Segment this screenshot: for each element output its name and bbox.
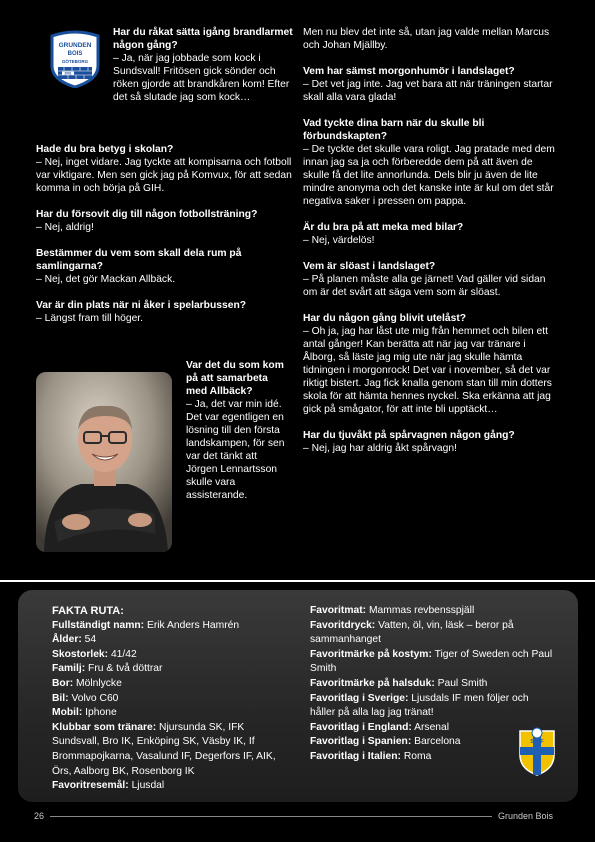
fact-item [310, 692, 556, 721]
logo-year: 2001 [64, 71, 72, 76]
fact-value: Tiger of Sweden och Paul Smith [310, 648, 553, 675]
fact-value: Barcelona [411, 736, 461, 748]
fact-item [310, 619, 556, 648]
answer: – Längst fram till höger. [36, 313, 144, 324]
answer: – Ja, det var min idé. Det var egentligen en lösning till den första landskampen, för sen var det tänkt att Jörgen Lennartsson skulle vara assisterande. [186, 399, 285, 501]
qa-item [303, 312, 559, 416]
fact-value: Erik Anders Hamrén [144, 619, 240, 631]
question: Har du försovit dig till någon fotbollsträning? [36, 209, 258, 220]
fact-value: Mammas revbensspjäll [366, 605, 475, 616]
fact-key: Fullständigt namn: [52, 619, 145, 631]
qa-item [303, 221, 559, 247]
fact-item [52, 648, 292, 663]
fact-key: Klubbar som tränare: [52, 721, 157, 733]
question: Hade du bra betyg i skolan? [36, 144, 174, 155]
qa-item [303, 260, 559, 299]
question: Är du bra på att meka med bilar? [303, 222, 464, 233]
fact-key: Favoritmat: [310, 605, 367, 616]
answer: – Det vet jag inte. Jag vet bara att när träningen startar skall alla vara glada! [303, 79, 553, 103]
fact-item [52, 692, 292, 707]
fact-item [52, 706, 292, 721]
qa-item [36, 143, 294, 195]
fact-item [52, 721, 292, 779]
fact-key: Ålder: [52, 634, 82, 646]
svff-badge-icon [517, 727, 557, 777]
qa-item [303, 65, 559, 104]
answer: – Nej, jag har aldrig åkt spårvagn! [303, 443, 457, 454]
fact-key: Favoritlag i Sverige: [310, 692, 409, 704]
fact-value: Njursunda SK, IFK Sundsvall, Bro IK, Enköping SK, Väsby IK, If Brommapojkarna, Vasalund IF, Degerfors IF, AIK, Örs, Aalborg BK, Rosenborg IK [52, 721, 276, 777]
fact-key: Mobil: [52, 707, 83, 719]
intro-qa [113, 26, 293, 104]
question: Vem är slöast i landslaget? [303, 261, 436, 272]
badge-text: SvFF [530, 739, 544, 745]
fact-key: Favoritresemål: [52, 780, 129, 792]
fact-value: 54 [81, 634, 97, 646]
magazine-name: Grunden Bois [498, 811, 554, 821]
fact-value: Iphone [82, 707, 117, 719]
fact-key: Favoritdryck: [310, 619, 376, 631]
fact-key: Favoritlag i Spanien: [310, 736, 412, 748]
question: Har du någon gång blivit utelåst? [303, 313, 467, 324]
fact-item [52, 619, 292, 634]
fact-item [310, 677, 556, 692]
fact-value: Volvo C60 [68, 692, 119, 704]
question: Bestämmer du vem som skall dela rum på samlingarna? [36, 248, 242, 272]
club-logo [48, 30, 102, 88]
fact-value: Ljusdal [128, 780, 165, 792]
qa-item [36, 299, 294, 325]
fact-item [310, 648, 556, 677]
footer-rule [50, 816, 492, 817]
fact-key: Skostorlek: [52, 648, 109, 660]
fact-key: Favoritmärke på kostym: [310, 648, 432, 660]
section-divider [0, 580, 595, 582]
question: Var det du som kom på att samarbeta med Allbäck? [186, 360, 284, 397]
answer: – På planen måste alla ge järnet! Vad gäller vid sidan om är det svårt att säga vem som är slöast. [303, 274, 546, 298]
photo-qa [186, 359, 291, 502]
fact-key: Favoritmärke på halsduk: [310, 677, 435, 689]
portrait-photo [36, 372, 172, 552]
fact-item [310, 604, 556, 619]
fact-value: Ljusdals IF men följer och håller på alla lag jag tränat! [310, 692, 529, 719]
fact-value: Paul Smith [434, 677, 488, 689]
page-number: 26 [34, 811, 45, 821]
fact-value: Arsenal [411, 721, 450, 733]
left-qa-column [36, 143, 294, 338]
fact-box-left [52, 604, 292, 794]
answer: – Nej, värdelös! [303, 235, 375, 246]
answer: – Nej, det gör Mackan Allbäck. [36, 274, 176, 285]
fact-item [52, 779, 292, 794]
fact-key: Bor: [52, 677, 74, 689]
qa-item [303, 26, 559, 52]
answer: – Oh ja, jag har låst ute mig från hemmet och bilen ett antal gånger! Kan berätta att när jag var tränare i Ålborg, så läste jag mig ute när jag skulle hämta tidningen i morgonrock! Det var i november, så det var riktigt bistert. Jag fick knalla genom stan till min dotters skola för att hämta hennes nyckel. Ska erkänna att jag gick på smågator, för att inte bli upptäckt… [303, 326, 552, 415]
fact-value: Vatten, öl, vin, läsk – beror på sammanhanget [310, 619, 514, 646]
fact-value: Fru & två döttrar [85, 663, 163, 675]
fact-item [52, 677, 292, 692]
fact-value: Mölnlycke [73, 677, 122, 689]
question: Var är din plats när ni åker i spelarbussen? [36, 300, 247, 311]
answer: – Nej, aldrig! [36, 222, 94, 233]
answer: Men nu blev det inte så, utan jag valde mellan Marcus och Johan Mjällby. [303, 27, 550, 51]
fact-key: Familj: [52, 663, 86, 675]
intro-question: Har du råkat sätta igång brandlarmet någon gång? [113, 27, 293, 51]
qa-item [36, 208, 294, 234]
question: Vem har sämst morgonhumör i landslaget? [303, 66, 515, 77]
fact-item [52, 662, 292, 677]
right-qa-column [303, 26, 559, 468]
question: Vad tyckte dina barn när du skulle bli förbundskapten? [303, 118, 485, 142]
question: Har du tjuvåkt på spårvagnen någon gång? [303, 430, 515, 441]
intro-answer: – Ja, när jag jobbade som kock i Sundsvall! Fritösen gick sönder och röken gjorde att brandkåren kom! Efter det så slutade jag som kock… [113, 53, 290, 103]
qa-item [303, 117, 559, 208]
logo-bottom-text: GÖTEBORG [61, 59, 89, 64]
answer: – Nej, inget vidare. Jag tyckte att kompisarna och fotboll var viktigare. Men sen gick jag på Komvux, för att sedan komma in och börja på GIH. [36, 157, 292, 194]
qa-item [303, 429, 559, 455]
logo-top-text: GRUNDEN [58, 42, 92, 49]
fact-value: Roma [400, 750, 432, 762]
fact-key: Favoritlag i England: [310, 721, 412, 733]
logo-mid-text: BOIS [67, 51, 83, 57]
fact-key: Favoritlag i Italien: [310, 750, 401, 762]
fact-value: 41/42 [108, 648, 137, 660]
fact-item [52, 633, 292, 648]
fact-box-title: FAKTA RUTA: [52, 605, 124, 617]
answer: – De tyckte det skulle vara roligt. Jag pratade med dem innan jag sa ja och förberedde dem på att även de skulle få det lite annorlunda. Dels blir ju även de lite mindre anonyma och det kanske inte är kul om det står negativa saker i pressen om pappa. [303, 144, 555, 207]
qa-item [36, 247, 294, 286]
fact-key: Bil: [52, 692, 69, 704]
